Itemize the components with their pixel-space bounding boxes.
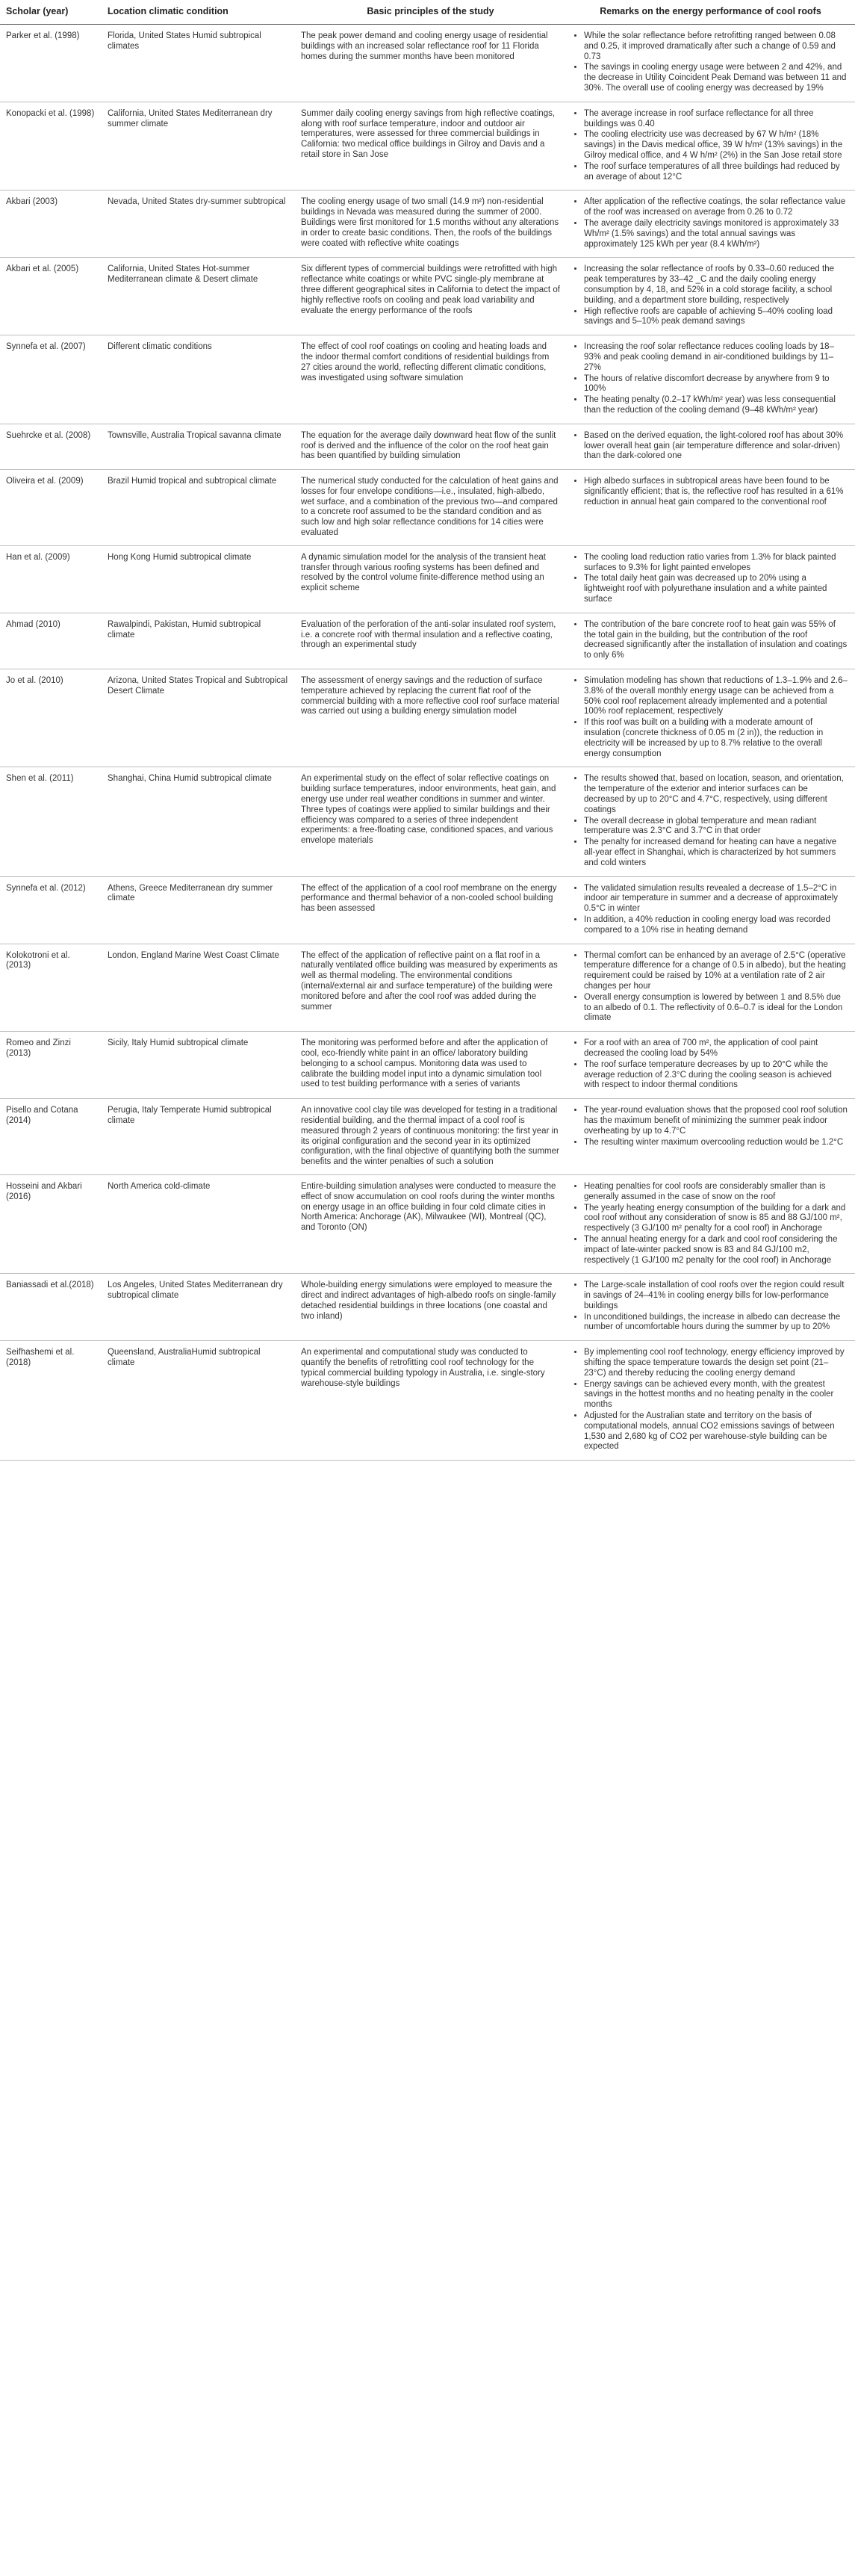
- cell-remarks: [566, 424, 855, 469]
- remark-item: • By implementing cool roof technology, energy efficiency improved by shifting the space temperature towards the design set point (21–23°C) and thereby reducing the cooling energy demand: [584, 1348, 849, 1378]
- remark-item: • Thermal comfort can be enhanced by an average of 2.5°C (operative temperature difference for a change of 0.5 in albedo), but the heating requirement could be raised by 10% at a ventilation rate of 2 air changes per hour: [584, 951, 849, 992]
- cell-location: North America cold-climate: [102, 1174, 295, 1273]
- remark-item: • The average daily electricity savings monitored is approximately 33 Wh/m² (1.5% savings) and the total annual savings was approximately 125 kWh per year (8.4 kWh/m²): [584, 219, 849, 250]
- cell-principles: Evaluation of the perforation of the anti-solar insulated roof system, i.e. a concrete roof with thermal insulation and a reflective coating, through an experimental study: [295, 613, 566, 669]
- remark-item: • The Large-scale installation of cool roofs over the region could result in savings of 24–41% in cooling energy bills for low-performance buildings: [584, 1281, 849, 1311]
- remarks-list: [572, 1182, 849, 1266]
- remarks-list: [572, 676, 849, 759]
- cell-remarks: [566, 944, 855, 1032]
- remark-item: • Energy savings can be achieved every month, with the greatest savings in the hottest months and no heating penalty in the cooler months: [584, 1380, 849, 1411]
- remark-item: • The penalty for increased demand for heating can have a negative all-year effect in Shanghai, which is characterized by hot summers and cold winters: [584, 837, 849, 868]
- cell-principles: Six different types of commercial buildings were retrofitted with high reflectance white coatings or white PVC single-ply membrane at three different geographical sites in California to detect the impact of highly reflective roofs on cooling and peak load variability and evaluate the energy performance of the roofs: [295, 258, 566, 335]
- cell-remarks: [566, 1099, 855, 1175]
- cell-scholar: Han et al. (2009): [0, 545, 102, 613]
- table-row: [0, 545, 855, 613]
- remark-item: • For a roof with an area of 700 m², the application of cool paint decreased the cooling load by 54%: [584, 1038, 849, 1059]
- table-body: [0, 25, 855, 1461]
- cell-principles: The numerical study conducted for the calculation of heat gains and losses for four envelope conditions—i.e., insulated, high-albedo, wet surface, and a combination of the previous two—and compared to a concrete roof assumed to be the standard condition and as such low and high solar reflectance conditions for 14 cities were evaluated: [295, 470, 566, 546]
- cell-remarks: [566, 876, 855, 944]
- cell-remarks: [566, 1032, 855, 1099]
- remark-item: • The average increase in roof surface reflectance for all three buildings was 0.40: [584, 109, 849, 130]
- remark-item: • In unconditioned buildings, the increase in albedo can decrease the number of uncomfortable hours during the summer by up to 20%: [584, 1313, 849, 1334]
- remark-item: • The total daily heat gain was decreased up to 20% using a lightweight roof with polyurethane insulation and a white painted surface: [584, 574, 849, 604]
- cell-scholar: Parker et al. (1998): [0, 25, 102, 102]
- table-header-row: [0, 0, 855, 25]
- remarks-list: [572, 774, 849, 868]
- table-row: [0, 767, 855, 876]
- remarks-list: [572, 109, 849, 183]
- cell-remarks: [566, 191, 855, 258]
- cell-scholar: Shen et al. (2011): [0, 767, 102, 876]
- cell-location: Townsville, Australia Tropical savanna climate: [102, 424, 295, 469]
- remark-item: • The year-round evaluation shows that the proposed cool roof solution has the maximum benefit of minimizing the summer peak indoor overheating by up to 4.7°C: [584, 1106, 849, 1136]
- cell-remarks: [566, 102, 855, 191]
- cell-scholar: Synnefa et al. (2012): [0, 876, 102, 944]
- cell-location: Different climatic conditions: [102, 335, 295, 424]
- remark-item: • In addition, a 40% reduction in cooling energy load was recorded compared to a 10% rise in heating demand: [584, 915, 849, 936]
- cell-location: Sicily, Italy Humid subtropical climate: [102, 1032, 295, 1099]
- cell-scholar: Akbari (2003): [0, 191, 102, 258]
- remarks-list: [572, 1038, 849, 1091]
- cell-principles: A dynamic simulation model for the analysis of the transient heat transfer through various roofing systems has been defined and resolved by the control volume finite-difference method using an explicit scheme: [295, 545, 566, 613]
- cell-scholar: Akbari et al. (2005): [0, 258, 102, 335]
- remark-item: • If this roof was built on a building with a moderate amount of insulation (concrete thickness of 0.05 m (2 in)), the reduction in electricity will be increased by up to 8.7% relative to the overall energy consumption: [584, 718, 849, 759]
- table-row: [0, 424, 855, 469]
- cell-remarks: [566, 258, 855, 335]
- cell-location: Athens, Greece Mediterranean dry summer climate: [102, 876, 295, 944]
- remarks-list: [572, 553, 849, 605]
- header-location: Location climatic condition: [102, 0, 295, 25]
- cell-principles: An experimental and computational study was conducted to quantify the benefits of retrofitting cool roof technology for the typical commercial building typology in Australia, i.e. single-story warehouse-style buildings: [295, 1341, 566, 1461]
- table-row: [0, 613, 855, 669]
- table-row: [0, 102, 855, 191]
- remark-item: • The validated simulation results revealed a decrease of 1.5–2°C in indoor air temperature in summer and a decrease of approximately 0.5°C in winter: [584, 884, 849, 914]
- cell-location: California, United States Hot-summer Mediterranean climate & Desert climate: [102, 258, 295, 335]
- remark-item: • The heating penalty (0.2–17 kWh/m² year) was less consequential than the reduction of the cooling demand (9–48 kWh/m² year): [584, 395, 849, 416]
- cell-principles: Summer daily cooling energy savings from high reflective coatings, along with roof surface temperature, indoor and outdoor air temperatures, were assessed for three commercial buildings in California: two medical office buildings in Gilroy and Davis and a retail store in San Jose: [295, 102, 566, 191]
- remark-item: • While the solar reflectance before retrofitting ranged between 0.08 and 0.25, it improved dramatically after such a change of 0.59 and 0.73: [584, 31, 849, 62]
- header-remarks: Remarks on the energy performance of cool roofs: [566, 0, 855, 25]
- cell-remarks: [566, 669, 855, 767]
- table-row: [0, 25, 855, 102]
- cell-location: Los Angeles, United States Mediterranean dry subtropical climate: [102, 1274, 295, 1341]
- cell-location: Brazil Humid tropical and subtropical climate: [102, 470, 295, 546]
- remark-item: • Heating penalties for cool roofs are considerably smaller than is generally assumed in the case of snow on the roof: [584, 1182, 849, 1203]
- cell-principles: The effect of cool roof coatings on cooling and heating loads and the indoor thermal comfort conditions of residential buildings from 27 cities around the world, reflecting different climatic conditions, was investigated using software simulation: [295, 335, 566, 424]
- cell-scholar: Hosseini and Akbari (2016): [0, 1174, 102, 1273]
- cell-scholar: Oliveira et al. (2009): [0, 470, 102, 546]
- remark-item: • The roof surface temperatures of all three buildings had reduced by an average of about 12°C: [584, 162, 849, 183]
- remarks-list: [572, 1281, 849, 1333]
- remarks-list: [572, 342, 849, 416]
- cell-remarks: [566, 545, 855, 613]
- header-scholar: Scholar (year): [0, 0, 102, 25]
- table-row: [0, 258, 855, 335]
- cell-scholar: Pisello and Cotana (2014): [0, 1099, 102, 1175]
- cell-scholar: Synnefa et al. (2007): [0, 335, 102, 424]
- cell-location: Rawalpindi, Pakistan, Humid subtropical climate: [102, 613, 295, 669]
- remark-item: • The savings in cooling energy usage were between 2 and 42%, and the decrease in Utility Coincident Peak Demand was between 11 and 30%. The overall use of cooling energy was decreased by 19%: [584, 63, 849, 93]
- table-row: [0, 1341, 855, 1461]
- remark-item: • Increasing the solar reflectance of roofs by 0.33–0.60 reduced the peak temperatures by 33–42 _C and the daily cooling energy consumption by 4, 18, and 52% in a cold storage facility, a school building, and a department store building, respectively: [584, 264, 849, 306]
- cell-principles: The equation for the average daily downward heat flow of the sunlit roof is derived and the influence of the color on the roof heat gain has been quantified by building simulation: [295, 424, 566, 469]
- remarks-list: [572, 1106, 849, 1148]
- header-principles: Basic principles of the study: [295, 0, 566, 25]
- cell-scholar: Jo et al. (2010): [0, 669, 102, 767]
- cell-remarks: [566, 335, 855, 424]
- table-row: [0, 1274, 855, 1341]
- table-row: [0, 470, 855, 546]
- table-row: [0, 1032, 855, 1099]
- remark-item: • The resulting winter maximum overcooling reduction would be 1.2°C: [584, 1138, 849, 1148]
- cell-scholar: Baniassadi et al.(2018): [0, 1274, 102, 1341]
- cell-principles: Whole-building energy simulations were employed to measure the direct and indirect advantages of high-albedo roofs on single-family detached residential buildings in three locations (one coastal and two inland): [295, 1274, 566, 1341]
- cell-scholar: Konopacki et al. (1998): [0, 102, 102, 191]
- cell-principles: The cooling energy usage of two small (14.9 m²) non-residential buildings in Nevada was measured during the summer of 2000. Buildings were first monitored for 1.5 months without any alterations in order to create basic conditions. Then, the roofs of the buildings were coated with reflective white coatings: [295, 191, 566, 258]
- table-row: [0, 1174, 855, 1273]
- remark-item: • The annual heating energy for a dark and cool roof considering the impact of late-winter packed snow is 83 and 84 GJ/100 m2, respectively (1 GJ/100 m2 penalty for the cool roof) in Anchorage: [584, 1235, 849, 1266]
- table-row: [0, 876, 855, 944]
- cell-scholar: Ahmad (2010): [0, 613, 102, 669]
- remark-item: • High reflective roofs are capable of achieving 5–40% cooling load savings and 5–10% peak demand savings: [584, 307, 849, 328]
- remarks-list: [572, 620, 849, 661]
- cell-location: London, England Marine West Coast Climate: [102, 944, 295, 1032]
- cell-remarks: [566, 470, 855, 546]
- cell-principles: The effect of the application of reflective paint on a flat roof in a naturally ventilated office building was measured by experiments as well as thermal modeling. The environmental conditions (internal/external air and surface temperature) of the building were monitored before and after the cool roof was added during the summer: [295, 944, 566, 1032]
- remarks-list: [572, 431, 849, 462]
- remarks-list: [572, 197, 849, 250]
- remarks-list: [572, 951, 849, 1024]
- remark-item: • The cooling electricity use was decreased by 67 W h/m² (18% savings) in the Davis medical office, 39 W h/m² (13% savings) in the Gilroy medical office, and 4 W h/m² (2%) in the San Jose retail store: [584, 130, 849, 161]
- cell-remarks: [566, 1274, 855, 1341]
- remarks-list: [572, 1348, 849, 1452]
- remark-item: • The yearly heating energy consumption of the building for a dark and cool roof without any consideration of snow is 85 and 88 GJ/100 m², respectively (3 GJ/100 m² penalty for a cool roof) in Anchorage: [584, 1204, 849, 1234]
- cell-remarks: [566, 1341, 855, 1461]
- cell-location: Queensland, AustraliaHumid subtropical climate: [102, 1341, 295, 1461]
- cell-principles: An experimental study on the effect of solar reflective coatings on building surface temperatures, indoor environments, heat gain, and energy use under real weather conditions in summer and winter. Three types of coatings were applied to similar buildings and their efficiency was compared to a series of three independent experiments: a free-floating case, conditioned spaces, and various envelope materials: [295, 767, 566, 876]
- cell-remarks: [566, 767, 855, 876]
- cell-location: Nevada, United States dry-summer subtropical: [102, 191, 295, 258]
- cell-scholar: Kolokotroni et al. (2013): [0, 944, 102, 1032]
- remark-item: • Overall energy consumption is lowered by between 1 and 8.5% due to an albedo of 0.1. The reflectivity of 0.6–0.7 is ideal for the London climate: [584, 993, 849, 1024]
- remark-item: • Adjusted for the Australian state and territory on the basis of computational models, annual CO2 emissions savings of between 1,530 and 2,680 kg of CO2 per warehouse-style building can be expected: [584, 1411, 849, 1452]
- cell-remarks: [566, 613, 855, 669]
- remark-item: • The results showed that, based on location, season, and orientation, the temperature of the exterior and interior surfaces can be decreased by up to 20°C and 4.7°C, respectively, using different coatings: [584, 774, 849, 815]
- cell-principles: An innovative cool clay tile was developed for testing in a traditional residential building, and the thermal impact of a cool roof is measured through 2 years of continuous monitoring: the first year in its original configuration and the second year in its optimized configuration, with the final objective of quantifying both the summer benefits and the winter penalties of such a solution: [295, 1099, 566, 1175]
- remarks-list: [572, 477, 849, 507]
- cell-location: Shanghai, China Humid subtropical climate: [102, 767, 295, 876]
- remark-item: • After application of the reflective coatings, the solar reflectance value of the roof was increased on average from 0.26 to 0.72: [584, 197, 849, 218]
- cell-scholar: Suehrcke et al. (2008): [0, 424, 102, 469]
- remarks-list: [572, 264, 849, 327]
- table-row: [0, 669, 855, 767]
- remark-item: • The cooling load reduction ratio varies from 1.3% for black painted surfaces to 9.3% for light painted envelopes: [584, 553, 849, 574]
- remark-item: • Increasing the roof solar reflectance reduces cooling loads by 18–93% and peak cooling demand in air-conditioned buildings by 11–27%: [584, 342, 849, 373]
- cell-principles: Entire-building simulation analyses were conducted to measure the effect of snow accumulation on cool roofs during the winter months on energy usage in an office building in four cold climate cities in North America: Anchorage (AK), Milwaukee (WI), Montreal (QC), and Toronto (ON): [295, 1174, 566, 1273]
- cell-scholar: Romeo and Zinzi (2013): [0, 1032, 102, 1099]
- cell-location: Hong Kong Humid subtropical climate: [102, 545, 295, 613]
- cell-location: Florida, United States Humid subtropical climates: [102, 25, 295, 102]
- remark-item: • Based on the derived equation, the light-colored roof has about 30% lower overall heat gain (air temperature difference and solar-driven) than the dark-colored one: [584, 431, 849, 462]
- cell-location: California, United States Mediterranean dry summer climate: [102, 102, 295, 191]
- table-row: [0, 944, 855, 1032]
- remark-item: • Simulation modeling has shown that reductions of 1.3–1.9% and 2.6–3.8% of the overall monthly energy usage can be achieved from a 50% cool roof replacement already implemented and a potential 100% roof replacement, respectively: [584, 676, 849, 717]
- remark-item: • The contribution of the bare concrete roof to heat gain was 55% of the total gain in the building, but the contribution of the roof decreased significantly after the installation of insulation and coatings to only 6%: [584, 620, 849, 661]
- cell-remarks: [566, 1174, 855, 1273]
- remark-item: • High albedo surfaces in subtropical areas have been found to be significantly efficient; that is, the reflective roof has resulted in a 61% reduction in annual heat gain compared to the conventional roof: [584, 477, 849, 507]
- cell-principles: The effect of the application of a cool roof membrane on the energy performance and thermal behavior of a non-cooled school building has been assessed: [295, 876, 566, 944]
- table-row: [0, 335, 855, 424]
- cell-location: Perugia, Italy Temperate Humid subtropical climate: [102, 1099, 295, 1175]
- cell-principles: The assessment of energy savings and the reduction of surface temperature achieved by replacing the current flat roof of the commercial building with a more reflective cool roof surface material was carried out using a building energy simulation model: [295, 669, 566, 767]
- table-row: [0, 191, 855, 258]
- cell-principles: The peak power demand and cooling energy usage of residential buildings with an increased solar reflectance roof for 11 Florida homes during the summer months have been monitored: [295, 25, 566, 102]
- remark-item: • The roof surface temperature decreases by up to 20°C while the average reduction of 2.3°C during the cooling season is achieved with respect to indoor thermal conditions: [584, 1060, 849, 1091]
- table-row: [0, 1099, 855, 1175]
- cell-principles: The monitoring was performed before and after the application of cool, eco-friendly white paint in an office/ laboratory building belonging to a school campus. Monitoring data was used to calibrate the building model input into a dynamic simulation tool used to test building performance with a series of variants: [295, 1032, 566, 1099]
- remarks-list: [572, 884, 849, 936]
- cell-scholar: Seifhashemi et al. (2018): [0, 1341, 102, 1461]
- remarks-list: [572, 31, 849, 94]
- remark-item: • The overall decrease in global temperature and mean radiant temperature was 2.3°C and 3.7°C in that order: [584, 817, 849, 837]
- remark-item: • The hours of relative discomfort decrease by anywhere from 9 to 100%: [584, 374, 849, 395]
- cell-remarks: [566, 25, 855, 102]
- cell-location: Arizona, United States Tropical and Subtropical Desert Climate: [102, 669, 295, 767]
